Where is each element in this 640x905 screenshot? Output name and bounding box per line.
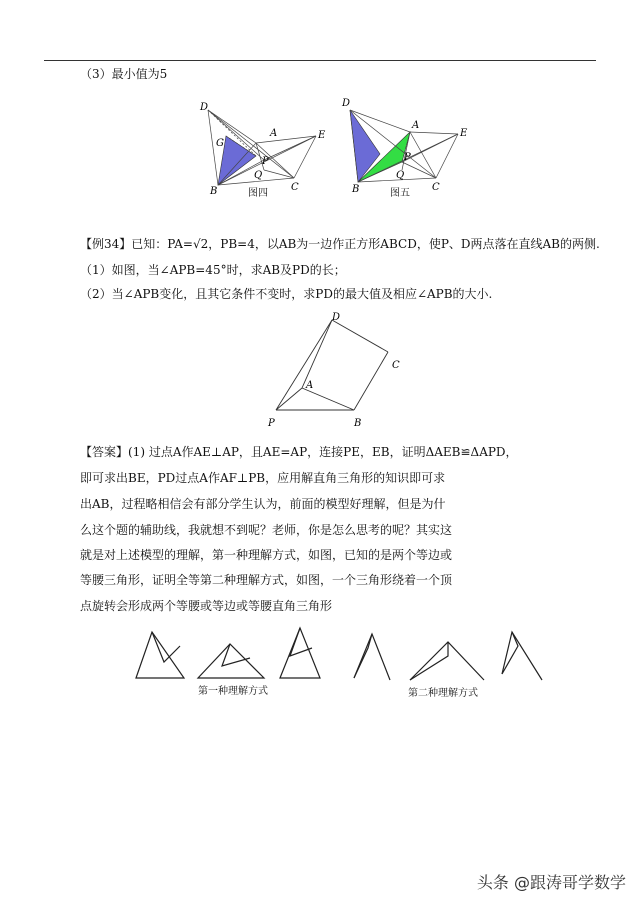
answer-line-3: 出AB，过程略相信会有部分学生认为，前面的模型好理解，但是为什 bbox=[80, 497, 446, 511]
question-2: （2）当∠APB变化，且其它条件不变时，求PD的最大值及相应∠APB的大小. bbox=[80, 287, 493, 301]
answer-line-4: 么这个题的辅助线，我就想不到呢？老师，你是怎么思考的呢？其实这 bbox=[80, 523, 453, 537]
example-34-statement: 【例34】已知：PA=√2，PB=4，以AB为一边作正方形ABCD，使P、D两点落在直线AB的两侧. bbox=[80, 237, 600, 251]
fig5-label-E: E bbox=[460, 128, 468, 139]
fig4-label-E: E bbox=[318, 130, 326, 141]
fig5-label-C: C bbox=[432, 182, 440, 193]
figure-5 bbox=[340, 92, 480, 196]
fig4-label-G: G bbox=[216, 138, 224, 149]
fig4-label-Q: Q bbox=[254, 170, 263, 181]
watermark: 头条 @跟涛哥学数学 bbox=[476, 873, 626, 892]
mode-2-figures bbox=[350, 626, 550, 684]
label-B: B bbox=[354, 418, 362, 429]
fig4-label-D: D bbox=[200, 102, 209, 113]
fig5-label-Q: Q bbox=[396, 170, 405, 181]
fig4-label-C: C bbox=[291, 182, 299, 193]
answer-line-1: 【答案】(1) 过点A作AE⊥AP，且AE=AP，连接PE，EB，证明ΔAEB≌ΔAPD， bbox=[80, 445, 518, 459]
label-P: P bbox=[268, 418, 275, 429]
fig4-label-P: P bbox=[262, 156, 269, 167]
fig5-label-D: D bbox=[342, 98, 351, 109]
fig5-label-A: A bbox=[412, 120, 420, 131]
answer-line-7: 点旋转会形成两个等腰或等边或等腰直角三角形 bbox=[80, 599, 333, 613]
part3-answer: （3）最小值为5 bbox=[80, 67, 168, 81]
fig4-caption: 图四 bbox=[248, 188, 268, 199]
mode-1-caption: 第一种理解方式 bbox=[198, 686, 268, 697]
fig5-label-B: B bbox=[352, 184, 360, 195]
label-D: D bbox=[332, 312, 341, 323]
header-rule bbox=[44, 60, 596, 61]
fig4-label-B: B bbox=[210, 186, 218, 197]
label-C: C bbox=[392, 360, 400, 371]
answer-line-5: 就是对上述模型的理解，第一种理解方式，如图，已知的是两个等边或 bbox=[80, 548, 453, 562]
fig4-label-A: A bbox=[270, 128, 278, 139]
mode-1-figures bbox=[130, 620, 340, 682]
figure-square-abcd bbox=[262, 312, 422, 432]
answer-line-6: 等腰三角形，证明全等第二种理解方式，如图，一个三角形绕着一个顶 bbox=[80, 573, 453, 587]
mode-2-caption: 第二种理解方式 bbox=[408, 688, 478, 699]
question-1: （1）如图，当∠APB=45°时，求AB及PD的长； bbox=[80, 263, 346, 277]
figure-4 bbox=[196, 98, 336, 198]
label-A: A bbox=[306, 380, 314, 391]
fig5-caption: 图五 bbox=[390, 188, 410, 199]
answer-line-2: 即可求出BE，PD过点A作AF⊥PB，应用解直角三角形的知识即可求 bbox=[80, 471, 446, 485]
fig5-label-P: P bbox=[404, 152, 411, 163]
